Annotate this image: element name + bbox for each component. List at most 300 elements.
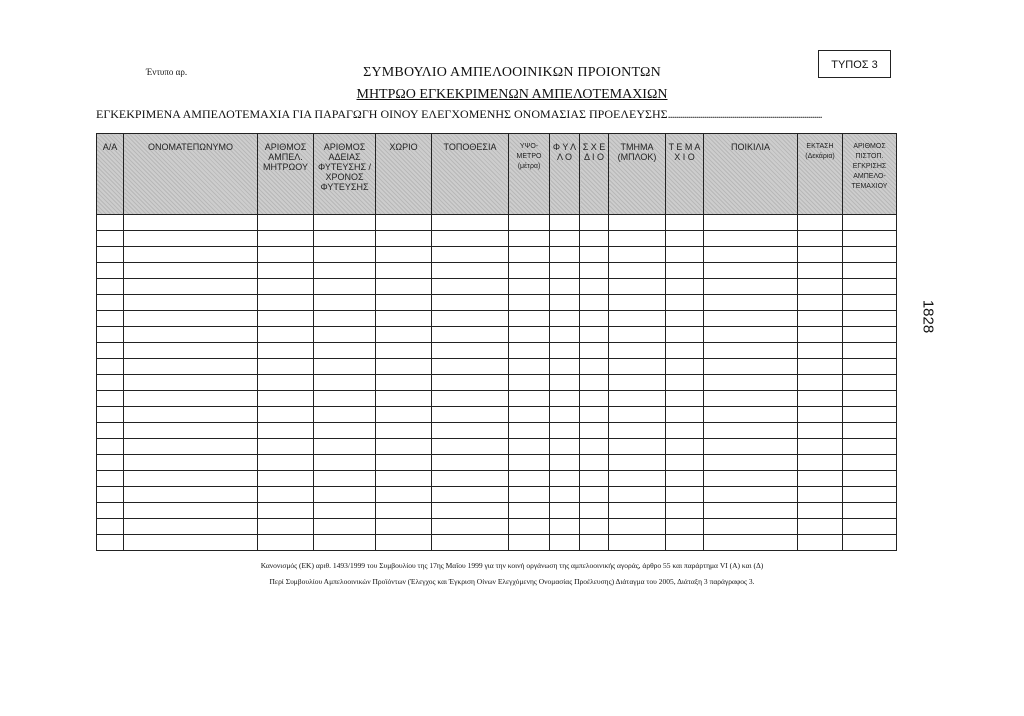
table-cell[interactable] — [843, 343, 897, 359]
table-cell[interactable] — [314, 487, 376, 503]
table-cell[interactable] — [509, 327, 550, 343]
table-cell[interactable] — [376, 471, 432, 487]
table-cell[interactable] — [609, 263, 666, 279]
table-cell[interactable] — [258, 263, 314, 279]
table-cell[interactable] — [314, 535, 376, 551]
table-cell[interactable] — [432, 327, 509, 343]
table-cell[interactable] — [666, 407, 704, 423]
table-cell[interactable] — [124, 391, 258, 407]
table-cell[interactable] — [550, 487, 580, 503]
table-cell[interactable] — [798, 247, 843, 263]
table-row — [97, 375, 897, 391]
table-cell[interactable] — [376, 359, 432, 375]
table-cell[interactable] — [509, 503, 550, 519]
table-cell[interactable] — [509, 279, 550, 295]
table-cell[interactable] — [843, 439, 897, 455]
table-cell[interactable] — [843, 471, 897, 487]
table-cell[interactable] — [258, 407, 314, 423]
table-cell[interactable] — [432, 503, 509, 519]
table-cell[interactable] — [97, 359, 124, 375]
table-cell[interactable] — [704, 375, 798, 391]
table-cell[interactable] — [432, 295, 509, 311]
table-cell[interactable] — [550, 423, 580, 439]
table-cell[interactable] — [843, 391, 897, 407]
table-cell[interactable] — [509, 423, 550, 439]
table-cell[interactable] — [704, 279, 798, 295]
table-cell[interactable] — [704, 423, 798, 439]
table-cell[interactable] — [314, 215, 376, 231]
table-cell[interactable] — [609, 439, 666, 455]
table-cell[interactable] — [97, 375, 124, 391]
table-cell[interactable] — [798, 231, 843, 247]
table-cell[interactable] — [798, 471, 843, 487]
table-cell[interactable] — [550, 247, 580, 263]
table-cell[interactable] — [798, 455, 843, 471]
table-cell[interactable] — [258, 503, 314, 519]
table-cell[interactable] — [432, 519, 509, 535]
table-cell[interactable] — [258, 487, 314, 503]
table-cell[interactable] — [97, 295, 124, 311]
table-cell[interactable] — [97, 263, 124, 279]
table-cell[interactable] — [580, 327, 609, 343]
table-cell[interactable] — [376, 439, 432, 455]
table-cell[interactable] — [550, 375, 580, 391]
table-cell[interactable] — [509, 471, 550, 487]
table-cell[interactable] — [509, 407, 550, 423]
table-cell[interactable] — [97, 231, 124, 247]
table-cell[interactable] — [97, 279, 124, 295]
table-cell[interactable] — [580, 439, 609, 455]
table-cell[interactable] — [432, 455, 509, 471]
table-cell[interactable] — [704, 535, 798, 551]
table-cell[interactable] — [550, 263, 580, 279]
table-cell[interactable] — [314, 407, 376, 423]
table-cell[interactable] — [258, 327, 314, 343]
table-cell[interactable] — [376, 423, 432, 439]
table-cell[interactable] — [666, 327, 704, 343]
table-cell[interactable] — [432, 375, 509, 391]
table-cell[interactable] — [97, 487, 124, 503]
table-cell[interactable] — [432, 279, 509, 295]
table-cell[interactable] — [376, 231, 432, 247]
table-cell[interactable] — [609, 247, 666, 263]
table-cell[interactable] — [376, 375, 432, 391]
table-cell[interactable] — [97, 535, 124, 551]
table-cell[interactable] — [258, 535, 314, 551]
table-cell[interactable] — [124, 439, 258, 455]
table-cell[interactable] — [704, 391, 798, 407]
table-cell[interactable] — [258, 311, 314, 327]
table-cell[interactable] — [666, 439, 704, 455]
table-cell[interactable] — [432, 535, 509, 551]
table-cell[interactable] — [124, 231, 258, 247]
table-cell[interactable] — [376, 407, 432, 423]
table-cell[interactable] — [580, 343, 609, 359]
table-cell[interactable] — [704, 359, 798, 375]
table-cell[interactable] — [580, 471, 609, 487]
table-cell[interactable] — [509, 487, 550, 503]
table-cell[interactable] — [798, 215, 843, 231]
table-cell[interactable] — [314, 503, 376, 519]
table-row — [97, 487, 897, 503]
table-cell[interactable] — [798, 407, 843, 423]
table-cell[interactable] — [432, 471, 509, 487]
table-cell[interactable] — [124, 487, 258, 503]
table-cell[interactable] — [843, 247, 897, 263]
table-cell[interactable] — [376, 519, 432, 535]
table-cell[interactable] — [666, 519, 704, 535]
table-cell[interactable] — [843, 455, 897, 471]
table-cell[interactable] — [843, 215, 897, 231]
table-cell[interactable] — [509, 359, 550, 375]
table-cell[interactable] — [258, 439, 314, 455]
table-cell[interactable] — [609, 407, 666, 423]
table-cell[interactable] — [376, 455, 432, 471]
table-cell[interactable] — [580, 423, 609, 439]
table-cell[interactable] — [798, 327, 843, 343]
table-cell[interactable] — [704, 407, 798, 423]
table-cell[interactable] — [124, 311, 258, 327]
table-cell[interactable] — [124, 375, 258, 391]
table-cell[interactable] — [666, 263, 704, 279]
table-cell[interactable] — [258, 215, 314, 231]
table-cell[interactable] — [124, 503, 258, 519]
table-cell[interactable] — [550, 519, 580, 535]
col-header-location: ΤΟΠΟΘΕΣΙΑ — [432, 134, 509, 215]
table-cell[interactable] — [704, 471, 798, 487]
table-cell[interactable] — [798, 439, 843, 455]
table-cell[interactable] — [580, 263, 609, 279]
table-cell[interactable] — [798, 359, 843, 375]
table-cell[interactable] — [550, 215, 580, 231]
table-cell[interactable] — [314, 375, 376, 391]
table-cell[interactable] — [432, 423, 509, 439]
table-cell[interactable] — [843, 407, 897, 423]
table-cell[interactable] — [376, 247, 432, 263]
table-cell[interactable] — [258, 391, 314, 407]
page-side-number — [918, 298, 938, 338]
table-cell[interactable] — [580, 407, 609, 423]
table-cell[interactable] — [124, 407, 258, 423]
table-cell[interactable] — [376, 487, 432, 503]
table-cell[interactable] — [609, 215, 666, 231]
table-cell[interactable] — [432, 231, 509, 247]
table-cell[interactable] — [376, 311, 432, 327]
table-cell[interactable] — [314, 279, 376, 295]
table-cell[interactable] — [704, 455, 798, 471]
table-cell[interactable] — [314, 295, 376, 311]
table-cell[interactable] — [843, 295, 897, 311]
table-cell[interactable] — [97, 471, 124, 487]
table-cell[interactable] — [550, 343, 580, 359]
table-cell[interactable] — [314, 359, 376, 375]
table-cell[interactable] — [432, 263, 509, 279]
table-cell[interactable] — [704, 311, 798, 327]
table-cell[interactable] — [97, 391, 124, 407]
table-cell[interactable] — [432, 359, 509, 375]
table-cell[interactable] — [666, 343, 704, 359]
table-cell[interactable] — [609, 423, 666, 439]
table-cell[interactable] — [580, 279, 609, 295]
table-cell[interactable] — [97, 311, 124, 327]
table-cell[interactable] — [580, 247, 609, 263]
table-cell[interactable] — [124, 327, 258, 343]
table-row — [97, 343, 897, 359]
table-cell[interactable] — [666, 391, 704, 407]
table-cell[interactable] — [314, 455, 376, 471]
table-cell[interactable] — [704, 295, 798, 311]
table-cell[interactable] — [580, 519, 609, 535]
table-cell[interactable] — [258, 455, 314, 471]
table-cell[interactable] — [798, 311, 843, 327]
table-cell[interactable] — [550, 311, 580, 327]
table-cell[interactable] — [509, 247, 550, 263]
table-cell[interactable] — [798, 375, 843, 391]
table-cell[interactable] — [609, 487, 666, 503]
table-cell[interactable] — [97, 215, 124, 231]
table-cell[interactable] — [314, 423, 376, 439]
table-cell[interactable] — [314, 343, 376, 359]
table-cell[interactable] — [509, 343, 550, 359]
table-cell[interactable] — [509, 215, 550, 231]
table-cell[interactable] — [124, 343, 258, 359]
table-cell[interactable] — [704, 327, 798, 343]
table-cell[interactable] — [314, 327, 376, 343]
table-cell[interactable] — [580, 231, 609, 247]
table-cell[interactable] — [432, 391, 509, 407]
table-cell[interactable] — [509, 231, 550, 247]
table-cell[interactable] — [509, 391, 550, 407]
table-cell[interactable] — [843, 359, 897, 375]
table-cell[interactable] — [258, 231, 314, 247]
table-cell[interactable] — [509, 295, 550, 311]
table-cell[interactable] — [432, 215, 509, 231]
table-cell[interactable] — [798, 343, 843, 359]
table-cell[interactable] — [580, 375, 609, 391]
table-cell[interactable] — [843, 423, 897, 439]
table-cell[interactable] — [666, 279, 704, 295]
table-cell[interactable] — [609, 279, 666, 295]
table-cell[interactable] — [609, 535, 666, 551]
table-cell[interactable] — [843, 279, 897, 295]
table-cell[interactable] — [704, 215, 798, 231]
table-cell[interactable] — [509, 311, 550, 327]
table-cell[interactable] — [580, 391, 609, 407]
table-cell[interactable] — [509, 375, 550, 391]
table-cell[interactable] — [704, 503, 798, 519]
table-cell[interactable] — [704, 343, 798, 359]
table-cell[interactable] — [609, 375, 666, 391]
table-cell[interactable] — [580, 535, 609, 551]
table-cell[interactable] — [124, 215, 258, 231]
table-cell[interactable] — [550, 391, 580, 407]
col-header-altitude: ΥΨΟ-ΜΕΤΡΟ (μέτρα) — [509, 134, 550, 215]
table-cell[interactable] — [97, 343, 124, 359]
table-cell[interactable] — [509, 439, 550, 455]
table-cell[interactable] — [609, 471, 666, 487]
table-cell[interactable] — [432, 487, 509, 503]
table-cell[interactable] — [666, 231, 704, 247]
table-cell[interactable] — [666, 295, 704, 311]
table-cell[interactable] — [704, 519, 798, 535]
table-cell[interactable] — [97, 455, 124, 471]
table-cell[interactable] — [666, 455, 704, 471]
table-cell[interactable] — [550, 295, 580, 311]
table-cell[interactable] — [258, 279, 314, 295]
table-cell[interactable] — [609, 343, 666, 359]
table-cell[interactable] — [258, 375, 314, 391]
table-cell[interactable] — [314, 231, 376, 247]
table-cell[interactable] — [124, 263, 258, 279]
table-cell[interactable] — [124, 519, 258, 535]
table-cell[interactable] — [258, 343, 314, 359]
table-cell[interactable] — [509, 535, 550, 551]
table-cell[interactable] — [798, 503, 843, 519]
table-cell[interactable] — [97, 503, 124, 519]
table-cell[interactable] — [798, 295, 843, 311]
table-cell[interactable] — [798, 519, 843, 535]
table-cell[interactable] — [666, 359, 704, 375]
table-cell[interactable] — [798, 391, 843, 407]
table-cell[interactable] — [704, 263, 798, 279]
table-cell[interactable] — [97, 519, 124, 535]
table-cell[interactable] — [704, 439, 798, 455]
table-cell[interactable] — [550, 231, 580, 247]
table-cell[interactable] — [97, 423, 124, 439]
table-cell[interactable] — [550, 279, 580, 295]
table-cell[interactable] — [376, 503, 432, 519]
table-cell[interactable] — [666, 535, 704, 551]
table-cell[interactable] — [843, 327, 897, 343]
table-cell[interactable] — [124, 247, 258, 263]
table-cell[interactable] — [124, 423, 258, 439]
table-cell[interactable] — [314, 391, 376, 407]
table-cell[interactable] — [580, 455, 609, 471]
table-cell[interactable] — [124, 471, 258, 487]
table-cell[interactable] — [376, 327, 432, 343]
table-cell[interactable] — [609, 327, 666, 343]
table-cell[interactable] — [666, 423, 704, 439]
table-cell[interactable] — [798, 279, 843, 295]
table-cell[interactable] — [843, 535, 897, 551]
table-cell[interactable] — [97, 247, 124, 263]
table-cell[interactable] — [314, 247, 376, 263]
table-cell[interactable] — [432, 247, 509, 263]
table-cell[interactable] — [609, 359, 666, 375]
table-cell[interactable] — [666, 471, 704, 487]
table-cell[interactable] — [609, 519, 666, 535]
table-cell[interactable] — [550, 455, 580, 471]
table-cell[interactable] — [432, 343, 509, 359]
table-cell[interactable] — [376, 391, 432, 407]
table-cell[interactable] — [550, 327, 580, 343]
table-cell[interactable] — [666, 247, 704, 263]
table-cell[interactable] — [432, 439, 509, 455]
table-cell[interactable] — [609, 503, 666, 519]
table-cell[interactable] — [509, 263, 550, 279]
table-cell[interactable] — [432, 311, 509, 327]
table-cell[interactable] — [97, 439, 124, 455]
table-cell[interactable] — [258, 359, 314, 375]
table-cell[interactable] — [580, 359, 609, 375]
table-cell[interactable] — [798, 423, 843, 439]
table-cell[interactable] — [376, 343, 432, 359]
table-cell[interactable] — [376, 279, 432, 295]
table-cell[interactable] — [666, 375, 704, 391]
table-cell[interactable] — [843, 487, 897, 503]
table-cell[interactable] — [258, 295, 314, 311]
table-cell[interactable] — [314, 519, 376, 535]
table-cell[interactable] — [843, 231, 897, 247]
table-cell[interactable] — [376, 263, 432, 279]
table-cell[interactable] — [376, 295, 432, 311]
table-cell[interactable] — [314, 311, 376, 327]
table-cell[interactable] — [509, 519, 550, 535]
table-cell[interactable] — [704, 247, 798, 263]
table-cell[interactable] — [580, 295, 609, 311]
table-cell[interactable] — [666, 503, 704, 519]
table-cell[interactable] — [580, 215, 609, 231]
table-cell[interactable] — [258, 519, 314, 535]
table-cell[interactable] — [124, 279, 258, 295]
table-cell[interactable] — [843, 519, 897, 535]
table-cell[interactable] — [609, 231, 666, 247]
table-cell[interactable] — [258, 423, 314, 439]
table-cell[interactable] — [666, 487, 704, 503]
table-cell[interactable] — [666, 311, 704, 327]
table-cell[interactable] — [376, 215, 432, 231]
table-cell[interactable] — [124, 455, 258, 471]
table-cell[interactable] — [798, 487, 843, 503]
table-cell[interactable] — [97, 327, 124, 343]
table-cell[interactable] — [550, 359, 580, 375]
table-cell[interactable] — [124, 359, 258, 375]
table-cell[interactable] — [550, 471, 580, 487]
table-cell[interactable] — [609, 311, 666, 327]
table-cell[interactable] — [798, 535, 843, 551]
table-cell[interactable] — [97, 407, 124, 423]
table-cell[interactable] — [258, 247, 314, 263]
table-cell[interactable] — [704, 231, 798, 247]
table-cell[interactable] — [580, 487, 609, 503]
table-cell[interactable] — [704, 487, 798, 503]
table-cell[interactable] — [258, 471, 314, 487]
table-cell[interactable] — [124, 295, 258, 311]
table-cell[interactable] — [580, 311, 609, 327]
table-cell[interactable] — [314, 263, 376, 279]
table-cell[interactable] — [432, 407, 509, 423]
table-cell[interactable] — [550, 407, 580, 423]
table-cell[interactable] — [666, 215, 704, 231]
table-cell[interactable] — [124, 535, 258, 551]
table-cell[interactable] — [314, 439, 376, 455]
table-cell[interactable] — [798, 263, 843, 279]
table-cell[interactable] — [843, 311, 897, 327]
table-cell[interactable] — [609, 391, 666, 407]
table-cell[interactable] — [843, 375, 897, 391]
table-cell[interactable] — [609, 295, 666, 311]
table-cell[interactable] — [609, 455, 666, 471]
table-cell[interactable] — [843, 263, 897, 279]
table-cell[interactable] — [580, 503, 609, 519]
table-cell[interactable] — [843, 503, 897, 519]
table-cell[interactable] — [376, 535, 432, 551]
table-cell[interactable] — [509, 455, 550, 471]
table-cell[interactable] — [550, 503, 580, 519]
table-cell[interactable] — [550, 535, 580, 551]
table-cell[interactable] — [314, 471, 376, 487]
table-cell[interactable] — [550, 439, 580, 455]
